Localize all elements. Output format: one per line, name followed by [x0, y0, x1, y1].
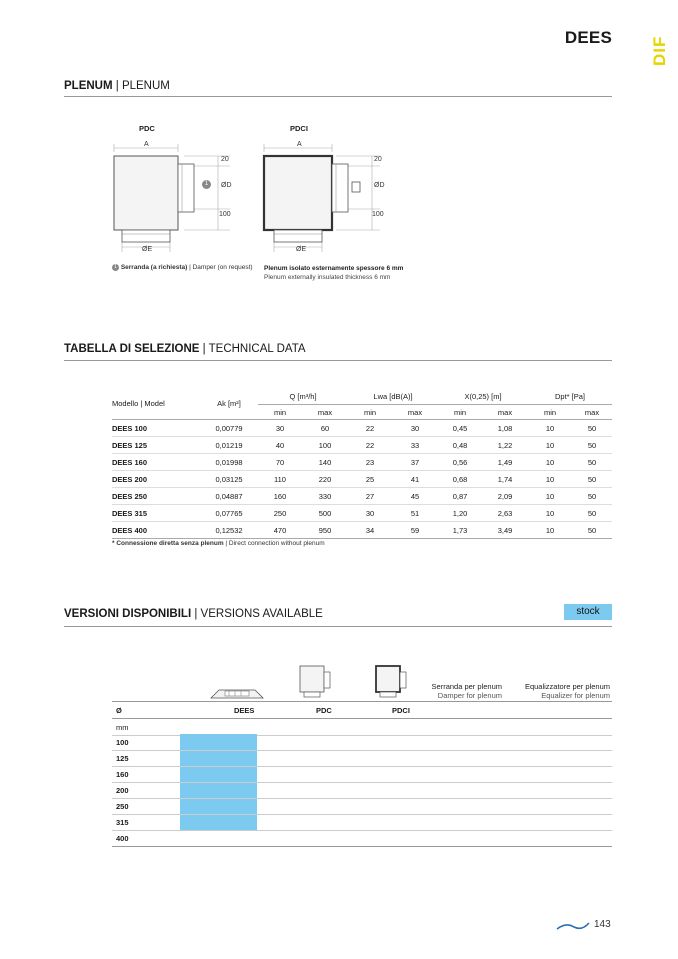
th-x: X(0,25) [m] [438, 388, 528, 405]
technical-title-rest: | TECHNICAL DATA [199, 343, 306, 355]
pdc-label: PDC [139, 124, 155, 133]
cell-l-min: 30 [348, 505, 392, 522]
equalizer-header-it: Equalizzatore per plenum [524, 682, 610, 691]
cell-x-min: 0,68 [438, 471, 482, 488]
table-row [112, 522, 612, 539]
cell-q-max: 330 [302, 488, 348, 505]
pdc-dim-20: 20 [221, 156, 229, 163]
cell-l-min: 25 [348, 471, 392, 488]
versions-title-rest: | VERSIONS AVAILABLE [191, 608, 323, 620]
table-row [112, 505, 612, 522]
cell-dp-max: 50 [572, 522, 612, 539]
cell-q-min: 160 [258, 488, 302, 505]
damper-marker-icon: 1 [202, 180, 211, 189]
col-pdc: PDC [316, 706, 332, 715]
cell-ak: 0,12532 [200, 522, 258, 539]
th-lwa: Lwa [dB(A)] [348, 388, 438, 405]
list-item [112, 750, 612, 767]
damper-note [112, 264, 253, 271]
th-q: Q [m³/h] [258, 388, 348, 405]
th-l-max: max [392, 405, 438, 420]
pdc-drawing [100, 134, 260, 264]
cell-ak: 0,01998 [200, 454, 258, 471]
table-row [112, 471, 612, 488]
cell-dp-min: 10 [528, 488, 572, 505]
pdci-dim-a: A [297, 141, 302, 148]
product-title: DEES [564, 28, 612, 47]
cell-ak: 0,00779 [200, 420, 258, 437]
pdc-plenum-icon [298, 664, 334, 700]
versions-title-bold: VERSIONI DISPONIBILI [64, 608, 192, 620]
size-label: 250 [116, 802, 129, 811]
cell-l-min: 23 [348, 454, 392, 471]
cell-l-max: 45 [392, 488, 438, 505]
table-row [112, 454, 612, 471]
side-tag-text: DIF [650, 35, 669, 66]
cell-dp-max: 50 [572, 437, 612, 454]
cell-l-min: 34 [348, 522, 392, 539]
pdc-dim-a: A [144, 141, 149, 148]
plenum-title-bold: PLENUM [64, 80, 113, 92]
cell-q-min: 70 [258, 454, 302, 471]
damper-header-en: Damper for plenum [437, 691, 502, 700]
cell-q-min: 470 [258, 522, 302, 539]
cell-dp-max: 50 [572, 454, 612, 471]
damper-note-bold: Serranda (a richiesta) [120, 264, 188, 272]
cell-model: DEES 250 [112, 488, 200, 505]
size-label: 200 [116, 786, 129, 795]
list-item [112, 830, 612, 847]
cell-model: DEES 160 [112, 454, 200, 471]
cell-q-max: 500 [302, 505, 348, 522]
cell-x-max: 1,49 [482, 454, 528, 471]
cell-ak: 0,01219 [200, 437, 258, 454]
list-item [112, 798, 612, 815]
cell-dp-min: 10 [528, 505, 572, 522]
list-item [112, 766, 612, 783]
pdci-label: PDCI [290, 124, 308, 133]
cell-l-max: 30 [392, 420, 438, 437]
cell-l-min: 27 [348, 488, 392, 505]
col-dees: DEES [234, 706, 255, 715]
cell-q-min: 110 [258, 471, 302, 488]
versions-section-title [64, 608, 323, 620]
pdc-dim-100: 100 [219, 211, 231, 218]
cell-dp-min: 10 [528, 420, 572, 437]
cell-x-max: 1,74 [482, 471, 528, 488]
cell-x-min: 0,45 [438, 420, 482, 437]
equalizer-header-en: Equalizer for plenum [541, 691, 610, 700]
table-row [112, 437, 612, 454]
cell-q-max: 100 [302, 437, 348, 454]
pdci-dim-20: 20 [374, 156, 382, 163]
cell-model: DEES 400 [112, 522, 200, 539]
th-q-max: max [302, 405, 348, 420]
th-l-min: min [348, 405, 392, 420]
size-label: 400 [116, 834, 129, 843]
list-item [112, 814, 612, 831]
table-row [112, 420, 612, 437]
insulated-note-it: Plenum isolato esternamente spessore 6 mm [264, 265, 404, 272]
size-label: 160 [116, 770, 129, 779]
col-diameter: Ø [116, 706, 122, 715]
cell-x-max: 1,08 [482, 420, 528, 437]
cell-q-min: 250 [258, 505, 302, 522]
plenum-section-title [64, 80, 170, 92]
th-model: Modello | Model [112, 388, 200, 420]
size-label: 315 [116, 818, 129, 827]
cell-l-max: 51 [392, 505, 438, 522]
section-side-tag [648, 30, 670, 68]
pdci-dim-d: ØD [374, 182, 385, 189]
cell-x-max: 2,63 [482, 505, 528, 522]
list-item [112, 734, 612, 751]
cell-ak: 0,07765 [200, 505, 258, 522]
table-row [112, 488, 612, 505]
cell-x-min: 1,73 [438, 522, 482, 539]
col-pdci: PDCI [392, 706, 410, 715]
stock-badge: stock [564, 604, 612, 620]
cell-q-max: 140 [302, 454, 348, 471]
damper-note-marker-icon: 1 [112, 264, 119, 271]
pdci-drawing [250, 134, 410, 264]
insulated-note-en: Plenum externally insulated thickness 6 mm [264, 274, 391, 281]
cell-l-max: 41 [392, 471, 438, 488]
pdci-plenum-icon [374, 664, 410, 700]
th-dp: Dpt* [Pa] [528, 388, 612, 405]
versions-rule [64, 626, 612, 627]
th-x-min: min [438, 405, 482, 420]
pdci-dim-100: 100 [372, 211, 384, 218]
cell-q-max: 950 [302, 522, 348, 539]
damper-note-rest: | Damper (on request) [187, 264, 253, 272]
cell-q-min: 30 [258, 420, 302, 437]
cell-l-max: 33 [392, 437, 438, 454]
cell-x-max: 3,49 [482, 522, 528, 539]
cell-x-max: 2,09 [482, 488, 528, 505]
plenum-rule [64, 96, 612, 97]
pdc-dim-d: ØD [221, 182, 232, 189]
cell-l-min: 22 [348, 420, 392, 437]
cell-x-min: 0,48 [438, 437, 482, 454]
cell-x-max: 1,22 [482, 437, 528, 454]
cell-q-min: 40 [258, 437, 302, 454]
brand-wave-icon [556, 920, 590, 932]
cell-l-max: 59 [392, 522, 438, 539]
cell-ak: 0,04887 [200, 488, 258, 505]
plenum-title-rest: | PLENUM [112, 80, 170, 92]
page-number: 143 [594, 919, 611, 930]
cell-l-min: 22 [348, 437, 392, 454]
th-x-max: max [482, 405, 528, 420]
technical-footnote [112, 540, 325, 547]
technical-data-table [112, 388, 612, 539]
footnote-bold: * Connessione diretta senza plenum [112, 540, 224, 547]
th-q-min: min [258, 405, 302, 420]
cell-dp-min: 10 [528, 437, 572, 454]
cell-dp-max: 50 [572, 488, 612, 505]
size-label: 100 [116, 738, 129, 747]
th-dp-min: min [528, 405, 572, 420]
th-ak: Ak [m²] [200, 388, 258, 420]
list-item [112, 782, 612, 799]
cell-l-max: 37 [392, 454, 438, 471]
technical-section-title [64, 343, 306, 355]
pdc-dim-e: ØE [142, 246, 153, 253]
cell-x-min: 0,56 [438, 454, 482, 471]
damper-header-it: Serranda per plenum [431, 682, 502, 691]
th-dp-max: max [572, 405, 612, 420]
cell-dp-max: 50 [572, 505, 612, 522]
cell-x-min: 0,87 [438, 488, 482, 505]
size-label: 125 [116, 754, 129, 763]
cell-model: DEES 200 [112, 471, 200, 488]
cell-ak: 0,03125 [200, 471, 258, 488]
cell-model: DEES 125 [112, 437, 200, 454]
cell-q-max: 220 [302, 471, 348, 488]
cell-q-max: 60 [302, 420, 348, 437]
footnote-rest: | Direct connection without plenum [223, 540, 325, 547]
unit-label: mm [116, 723, 129, 732]
cell-dp-min: 10 [528, 522, 572, 539]
cell-x-min: 1,20 [438, 505, 482, 522]
cell-model: DEES 100 [112, 420, 200, 437]
cell-dp-min: 10 [528, 454, 572, 471]
technical-rule [64, 360, 612, 361]
cell-model: DEES 315 [112, 505, 200, 522]
cell-dp-max: 50 [572, 471, 612, 488]
versions-header-row [112, 702, 612, 719]
cell-dp-min: 10 [528, 471, 572, 488]
pdci-dim-e: ØE [296, 246, 307, 253]
cell-dp-max: 50 [572, 420, 612, 437]
technical-title-bold: TABELLA DI SELEZIONE [64, 343, 200, 355]
dees-diffuser-icon [209, 686, 265, 700]
